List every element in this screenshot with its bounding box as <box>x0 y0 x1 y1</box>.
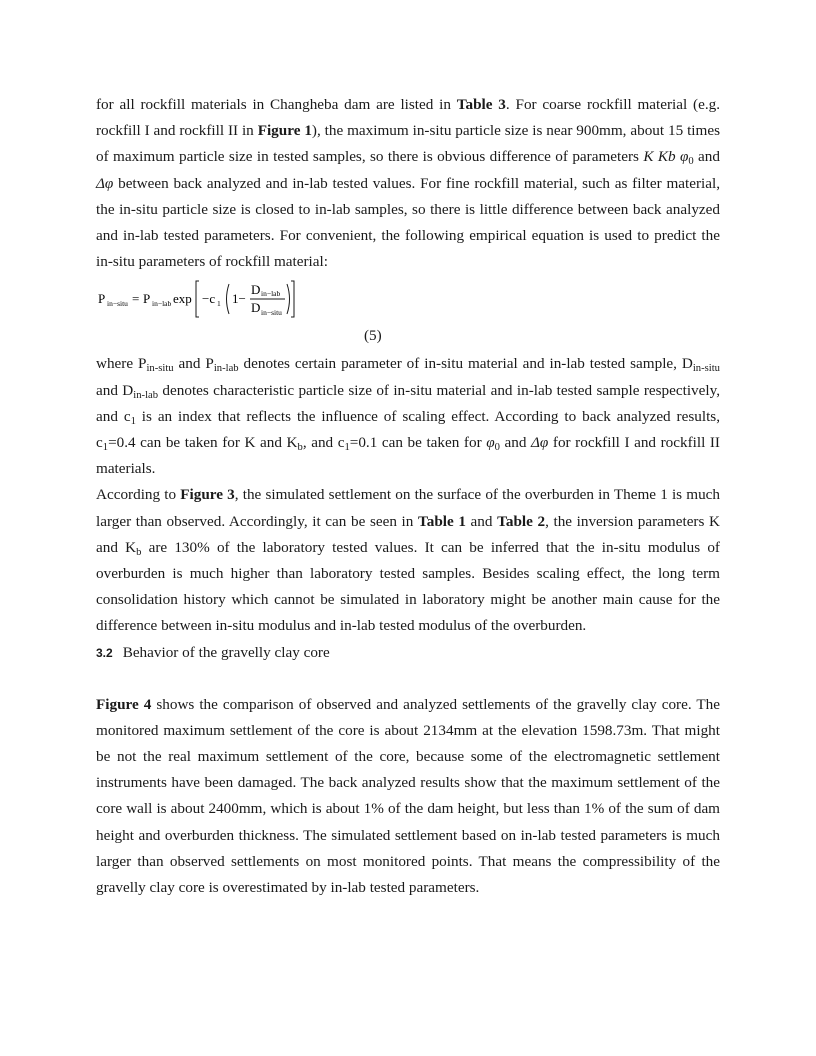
text-run: =0.1 can be taken for <box>349 434 487 452</box>
subscript: 1 <box>130 415 136 427</box>
subscript: 0 <box>494 442 500 454</box>
spacer <box>96 666 720 692</box>
eq-left-bracket <box>196 281 199 317</box>
eq-equals: = <box>132 291 140 307</box>
page-body <box>96 92 720 901</box>
text-run: , the simulated settlement on the surface of the overburden in Theme 1 is much larger than observed. Accordingly, it can be seen in <box>96 486 720 530</box>
text-run: . For coarse rockfill material (e.g. rockfill I and rockfill II in <box>96 96 721 140</box>
subscript: b <box>297 442 303 454</box>
figure-3-reference: Figure 3 <box>180 486 235 504</box>
text-run: where P <box>96 355 147 373</box>
subscript: 1 <box>344 442 350 454</box>
section-title: Behavior of the gravelly clay core <box>122 643 330 661</box>
text-run: , and c <box>302 434 345 452</box>
text-run: , the inversion parameters K and K <box>96 512 720 556</box>
eq-den-d: D <box>251 300 261 316</box>
symbol-k-kb-phi: K Kb φ <box>643 148 689 166</box>
text-run: ), the maximum in-situ particle size is near 900mm, about 15 times of maximum particle size in tested samples, so there is obvious difference of parameters <box>96 122 720 166</box>
paragraph-core-settlement <box>96 692 720 902</box>
eq-rhs-p: P <box>143 291 151 307</box>
text-run: According to <box>96 486 181 504</box>
eq-num-sub: in−lab <box>261 289 281 299</box>
figure-4-reference: Figure 4 <box>96 695 152 713</box>
text-run: and <box>693 148 720 166</box>
eq-minus-c: −c <box>202 291 216 307</box>
text-run: shows the comparison of observed and analyzed settlements of the gravelly clay core. The monitored maximum settlement of the core is about 2134mm at the elevation 1598.73m. That might be not the real maximum settlement of the core, because some of the electromagnetic settlement instruments have been damaged. The back analyzed results show that the maximum settlement of the core wall is about 2400mm, which is about 1% of the dam height, but less than 1% of the sum of dam height and overburden thickness. The simulated settlement based on in-lab tested parameters is much larger than observed settlements on most monitored points. That means the compressibility of the gravelly clay core is overestimated by in-lab tested parameters. <box>96 695 720 897</box>
paragraph-rockfill-parameters <box>96 92 720 275</box>
eq-right-bracket <box>291 281 294 317</box>
table-3-reference: Table 3 <box>456 96 506 113</box>
paragraph-equation-explanation <box>96 351 720 482</box>
text-run: are 130% of the laboratory tested values. It can be inferred that the in-situ modulus of overburden is much higher than laboratory tested samples. Besides scaling effect, the long term consolidation history which cannot be simulated in laboratory might be another main cause for the difference between in-situ modulus and in-lab tested modulus of the overburden. <box>96 538 720 635</box>
subscript: in-lab <box>213 363 239 375</box>
eq-den-sub: in−situ <box>261 308 282 318</box>
subscript: in-situ <box>692 363 720 375</box>
text-run: is an index that reflects the influence of scaling effect. According to back analyzed results, c <box>96 407 720 452</box>
subscript: in-lab <box>133 389 159 401</box>
text-run: and D <box>96 381 134 399</box>
equation-5 <box>96 277 720 323</box>
eq-num-d: D <box>251 282 261 298</box>
text-run: denotes characteristic particle size of in-situ material and in-lab tested sample respectively, and c <box>96 381 720 425</box>
eq-exp: exp <box>173 291 192 307</box>
eq-rhs-p-sub: in−lab <box>152 299 172 309</box>
subscript: b <box>136 546 142 558</box>
symbol-delta-phi: Δφ <box>96 174 114 192</box>
table-2-reference: Table 2 <box>497 512 546 530</box>
subscript: 1 <box>102 442 109 454</box>
eq-c-sub: 1 <box>217 299 221 309</box>
text-run: between back analyzed and in-lab tested values. For fine rockfill material, such as filter material, the in-situ particle size is closed to in-lab samples, so there is little difference between back analyzed and in-lab tested parameters. For convenient, the following empirical equation is used to predict the in-situ parameters of rockfill material: <box>96 174 720 271</box>
eq-lhs-sub: in−situ <box>107 299 128 309</box>
subscript: in-situ <box>146 363 174 375</box>
text-run: =0.4 can be taken for K and K <box>108 434 298 452</box>
eq-right-paren <box>287 284 290 314</box>
text-run: and <box>465 512 498 530</box>
section-number: 3.2 <box>96 645 113 660</box>
paragraph-overburden <box>96 482 720 639</box>
eq-one-minus: 1− <box>232 291 246 307</box>
equation-number: (5) <box>364 327 382 345</box>
equation-graphic <box>98 277 308 323</box>
table-1-reference: Table 1 <box>417 512 466 530</box>
eq-lhs: P <box>98 291 106 307</box>
section-heading <box>96 640 720 666</box>
text-run: and P <box>173 355 214 373</box>
symbol-phi: φ <box>486 434 495 452</box>
text-run: for rockfill I and rockfill II materials. <box>96 434 720 478</box>
figure-1-reference: Figure 1 <box>257 122 312 140</box>
symbol-subscript: 0 <box>688 156 694 168</box>
text-run: denotes certain parameter of in-situ material and in-lab tested sample, D <box>238 355 693 373</box>
text-run: for all rockfill materials in Changheba dam are listed in <box>96 96 457 113</box>
text-run: and <box>499 434 531 452</box>
symbol-delta-phi: Δφ <box>531 434 549 452</box>
eq-left-paren <box>227 284 230 314</box>
